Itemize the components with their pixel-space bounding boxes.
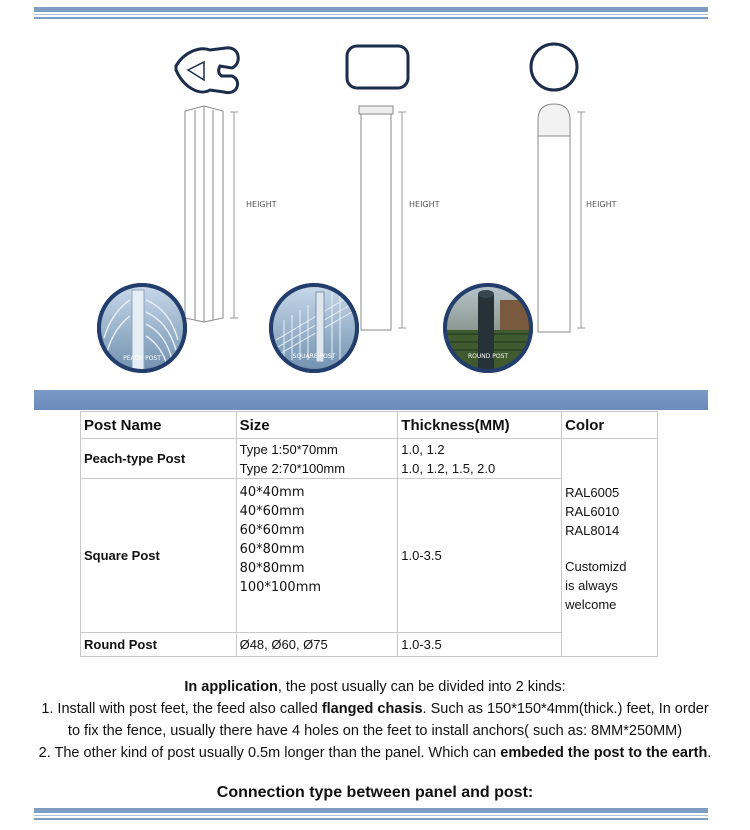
square-post-name: Square Post bbox=[81, 479, 237, 633]
square-size-4: 60*80mm bbox=[239, 542, 305, 557]
round-post-section-icon bbox=[531, 44, 577, 90]
peach-thickness-1: 1.0, 1.2 bbox=[401, 441, 445, 457]
square-thickness: 1.0-3.5 bbox=[398, 479, 562, 633]
application-item-1: 1. Install with post feet, the feed also called flanged chasis. Such as 150*150*4mm(thick.) feet, In order bbox=[41, 701, 709, 717]
color-ral-3: RAL8014 bbox=[565, 523, 620, 538]
square-size-2: 40*60mm bbox=[239, 504, 305, 519]
table-header-row bbox=[81, 412, 658, 439]
post-spec-table bbox=[80, 411, 658, 657]
height-label-3: HEIGHT bbox=[586, 200, 617, 209]
peach-post-caption: PEACH POST bbox=[123, 355, 161, 362]
square-post-photo bbox=[268, 283, 360, 374]
round-thickness: 1.0-3.5 bbox=[398, 633, 562, 657]
post-illustrations bbox=[0, 30, 750, 390]
application-item-2: 2. The other kind of post usually 0.5m longer than the panel. Which can embeded the post to the earth. bbox=[38, 745, 712, 761]
header-thickness: Thickness(MM) bbox=[398, 412, 562, 439]
peach-size-1: Type 1:50*70mm bbox=[239, 441, 338, 457]
round-post-caption: ROUND POST bbox=[467, 353, 509, 360]
application-intro: In application, the post usually can be divided into 2 kinds: bbox=[184, 679, 566, 695]
peach-size-2: Type 2:70*100mm bbox=[239, 460, 346, 476]
square-post-caption: SQUARE POST bbox=[292, 353, 336, 360]
top-divider bbox=[34, 7, 708, 19]
connection-title: Connection type between panel and post: bbox=[216, 784, 534, 801]
header-color: Color bbox=[562, 412, 658, 439]
table-row-peach bbox=[81, 439, 658, 479]
color-ral-2: RAL6010 bbox=[565, 504, 620, 519]
round-sizes: Ø48, Ø60, Ø75 bbox=[236, 633, 398, 657]
square-size-6: 100*100mm bbox=[239, 580, 322, 595]
color-cell bbox=[562, 439, 658, 657]
square-size-1: 40*40mm bbox=[239, 485, 305, 500]
round-post-drawing bbox=[538, 104, 570, 332]
header-size: Size bbox=[236, 412, 398, 439]
square-size-5: 80*80mm bbox=[239, 561, 305, 576]
peach-post-name: Peach-type Post bbox=[81, 439, 237, 479]
height-label-2: HEIGHT bbox=[409, 200, 440, 209]
color-custom-2: is always bbox=[565, 578, 618, 593]
peach-thickness-2: 1.0, 1.2, 1.5, 2.0 bbox=[401, 460, 496, 476]
height-label-1: HEIGHT bbox=[246, 200, 277, 209]
section-band bbox=[34, 390, 708, 410]
application-item-1-cont: to fix the fence, usually there have 4 holes on the feet to install anchors( such as: 8MM*250MM) bbox=[67, 723, 683, 739]
color-custom-1: Customizd bbox=[565, 559, 627, 574]
square-size-3: 60*60mm bbox=[239, 523, 305, 538]
application-text bbox=[0, 676, 750, 764]
square-post-section-icon bbox=[347, 46, 408, 88]
peach-post-section-icon bbox=[176, 48, 238, 93]
bottom-divider bbox=[34, 808, 708, 820]
round-post-photo bbox=[442, 283, 534, 374]
header-post-name: Post Name bbox=[81, 412, 237, 439]
peach-post-photo bbox=[96, 283, 188, 374]
peach-post-drawing bbox=[185, 106, 223, 322]
square-post-drawing bbox=[359, 106, 393, 330]
round-post-name: Round Post bbox=[81, 633, 237, 657]
color-ral-1: RAL6005 bbox=[565, 485, 620, 500]
color-custom-3: welcome bbox=[565, 597, 617, 612]
